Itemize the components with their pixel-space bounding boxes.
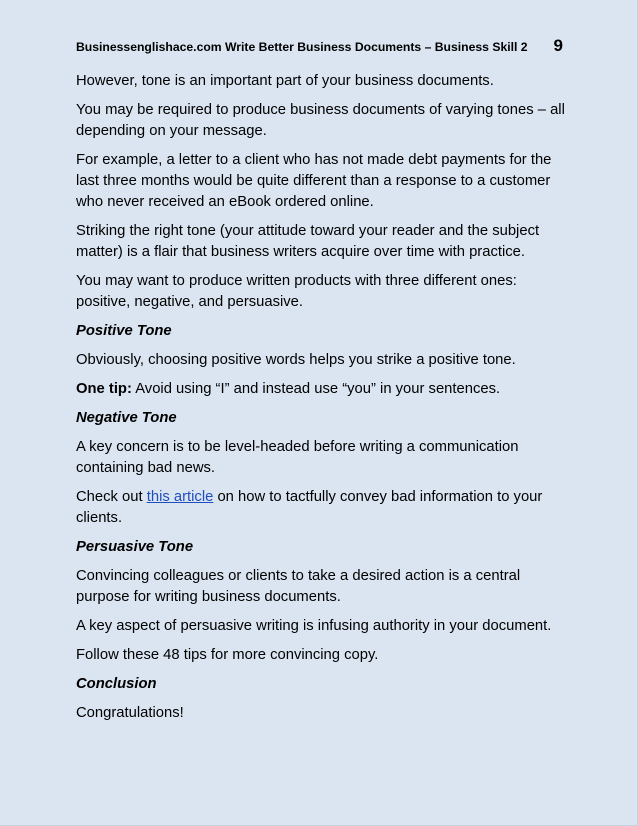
- paragraph-example: For example, a letter to a client who has not made debt payments for the last three months would be quite different than a response to a customer who never received an eBook ordered online.: [76, 152, 552, 210]
- paragraph-check-out: [76, 487, 568, 529]
- page-body: [76, 71, 568, 732]
- paragraph-48-tips: Follow these 48 tips for more convincing copy.: [76, 647, 379, 663]
- paragraph-authority: A key aspect of persuasive writing is infusing authority in your document.: [76, 618, 552, 634]
- check-out-text-after: on how to tactfully convey bad information to your clients.: [76, 489, 543, 526]
- heading-conclusion: Conclusion: [76, 676, 157, 692]
- this-article-link[interactable]: this article: [146, 489, 214, 505]
- paragraph-level-headed: A key concern is to be level-headed before writing a communication containing bad news.: [76, 439, 519, 476]
- heading-persuasive-tone: Persuasive Tone: [76, 539, 194, 555]
- paragraph-varying-tones: You may be required to produce business documents of varying tones – all depending on your message.: [76, 102, 565, 139]
- heading-positive-tone: Positive Tone: [76, 323, 172, 339]
- paragraph-convincing: Convincing colleagues or clients to take a desired action is a central purpose for writing business documents.: [76, 568, 521, 605]
- paragraph-right-tone: Striking the right tone (your attitude toward your reader and the subject matter) is a flair that business writers acquire over time with practice.: [76, 223, 540, 260]
- tip-text: Avoid using “I” and instead use “you” in your sentences.: [131, 381, 501, 397]
- paragraph-intro: However, tone is an important part of your business documents.: [76, 73, 494, 89]
- check-out-text-before: Check out: [76, 489, 147, 505]
- page-number: 9: [553, 36, 563, 55]
- paragraph-congratulations: Congratulations!: [76, 705, 184, 721]
- page-header: [76, 36, 570, 58]
- header-title: Businessenglishace.com Write Better Business Documents – Business Skill 2: [76, 40, 528, 54]
- tip-label: One tip:: [76, 381, 132, 397]
- paragraph-one-tip: [76, 379, 568, 400]
- paragraph-positive-words: Obviously, choosing positive words helps you strike a positive tone.: [76, 352, 516, 368]
- paragraph-three-tones: You may want to produce written products with three different ones: positive, negative, and persuasive.: [76, 273, 517, 310]
- heading-negative-tone: Negative Tone: [76, 410, 177, 426]
